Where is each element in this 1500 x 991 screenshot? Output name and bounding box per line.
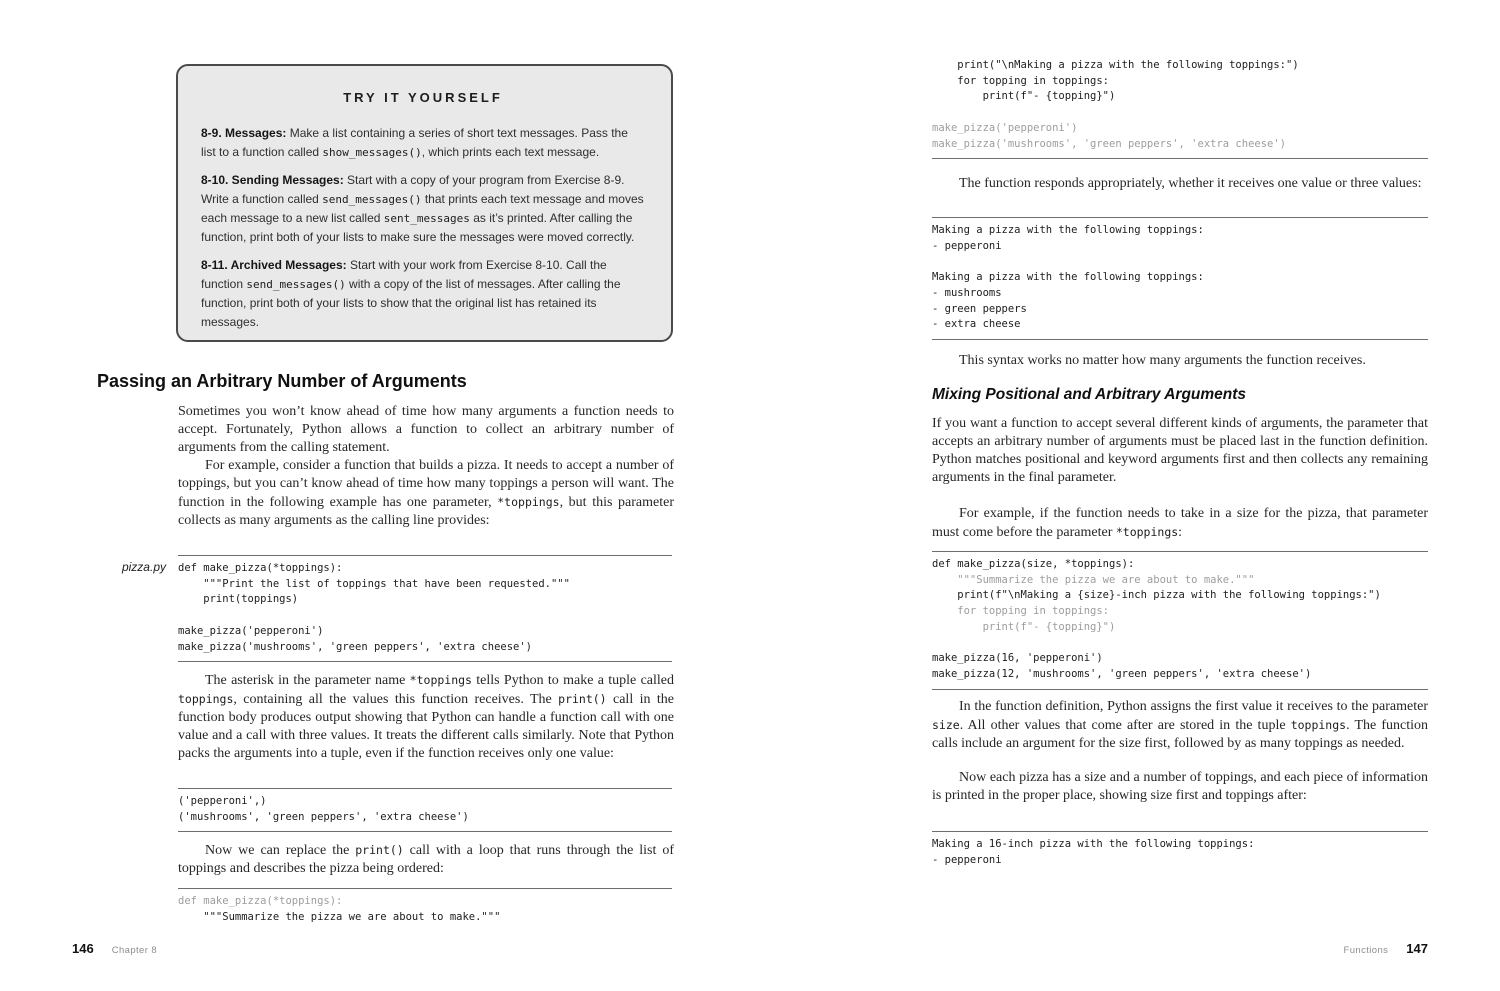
code-listing-continuation: print("\nMaking a pizza with the following toppings:") for topping in toppings: print(f"- {topping}") make_pizza('pepperoni') make_pizza('mushrooms', 'green peppers', 'extra cheese') (932, 58, 1428, 159)
section-label: Functions (1343, 945, 1389, 956)
exercise-8-11 (201, 256, 645, 332)
exercise-8-10-label: 8-10. Sending Messages: (201, 173, 344, 187)
paragraph: This syntax works no matter how many arguments the function receives. (959, 353, 1366, 368)
paragraph: The function responds appropriately, whether it receives one value or three values: (959, 176, 1422, 191)
paragraph: For example, consider a function that builds a pizza. It needs to accept a number of toppings, but you can’t know ahead of time how many toppings a person will want. The function in the following example has one parameter, *toppings, but this parameter collects as many arguments as the calling line provides: (178, 458, 674, 528)
code-filename-label: pizza.py (121, 560, 166, 574)
left-page-footer (72, 941, 157, 956)
exercise-8-9-label: 8-9. Messages: (201, 126, 287, 140)
subsection-heading: Mixing Positional and Arbitrary Arguments (932, 386, 1247, 403)
code-listing-size-toppings: def make_pizza(size, *toppings): """Summarize the pizza we are about to make.""" print(f"\nMaking a {size}-inch pizza with the following toppings:") for topping in toppings: print(f"- {topping}") make_pizza(16, 'pepperoni') make_pizza(12, 'mushrooms', 'green peppers', 'extra cheese') (932, 551, 1428, 690)
paragraph: If you want a function to accept several different kinds of arguments, the parameter that accepts an arbitrary number of arguments must be placed last in the function definition. Python matches positional and keyword arguments first and then collects any remaining arguments in the final parameter. (932, 416, 1428, 485)
exercise-8-11-text: Start with your work from Exercise 8-10. Call the function send_messages() with a copy of the list of messages. After calling the function, print both of your lists to show that the original list has retained its messages. (201, 258, 621, 329)
code-listing-continued: def make_pizza(*toppings): """Summarize the pizza we are about to make.""" (178, 888, 672, 925)
exercise-8-9 (201, 124, 645, 162)
exercise-8-10 (201, 171, 645, 247)
exercise-8-11-label: 8-11. Archived Messages: (201, 258, 347, 272)
paragraph: Now we can replace the print() call with a loop that runs through the list of toppings and describes the pizza being ordered: (178, 843, 674, 876)
program-output-block: Making a 16-inch pizza with the following toppings: - pepperoni (932, 831, 1428, 868)
try-it-yourself-title: TRY IT YOURSELF (343, 90, 503, 105)
exercise-8-9-text: Make a list containing a series of short text messages. Pass the list to a function called show_messages(), which prints each text message. (201, 126, 628, 159)
paragraph: Sometimes you won’t know ahead of time how many arguments a function needs to accept. Fortunately, Python allows a function to collect an arbitrary number of arguments from the calling statement. (178, 404, 674, 455)
chapter-label: Chapter 8 (111, 945, 158, 956)
program-output-block: Making a pizza with the following toppings: - pepperoni Making a pizza with the following toppings: - mushrooms - green peppers - extra cheese (932, 217, 1428, 340)
right-page-footer (1200, 941, 1428, 956)
paragraph: In the function definition, Python assigns the first value it receives to the parameter size. All other values that come after are stored in the tuple toppings. The function calls include an argument for the size first, followed by as many toppings as needed. (932, 699, 1429, 751)
paragraph: For example, if the function needs to take in a size for the pizza, that parameter must come before the parameter *toppings: (932, 506, 1428, 540)
try-it-yourself-box (176, 64, 673, 342)
page-number: 147 (1406, 941, 1428, 956)
page-number: 146 (72, 941, 94, 956)
exercise-8-10-text: Start with a copy of your program from Exercise 8-9. Write a function called send_messages() that prints each text message and moves each message to a new list called sent_messages as it’s printed. After calling the function, print both of your lists to make sure the messages were moved correctly. (201, 173, 644, 244)
section-heading: Passing an Arbitrary Number of Arguments (97, 371, 467, 391)
code-listing-pizza-py: def make_pizza(*toppings): """Print the list of toppings that have been requested.""" print(toppings) make_pizza('pepperoni') make_pizza('mushrooms', 'green peppers', 'extra cheese') (178, 555, 672, 662)
paragraph: Now each pizza has a size and a number of toppings, and each piece of information is printed in the proper place, showing size first and toppings after: (932, 770, 1428, 803)
paragraph: The asterisk in the parameter name *toppings tells Python to make a tuple called toppings, containing all the values this function receives. The print() call in the function body produces output showing that Python can handle a function call with one value and a call with three values. It treats the different calls similarly. Note that Python packs the arguments into a tuple, even if the function receives only one value: (178, 673, 674, 761)
program-output-block: ('pepperoni',) ('mushrooms', 'green peppers', 'extra cheese') (178, 788, 672, 832)
